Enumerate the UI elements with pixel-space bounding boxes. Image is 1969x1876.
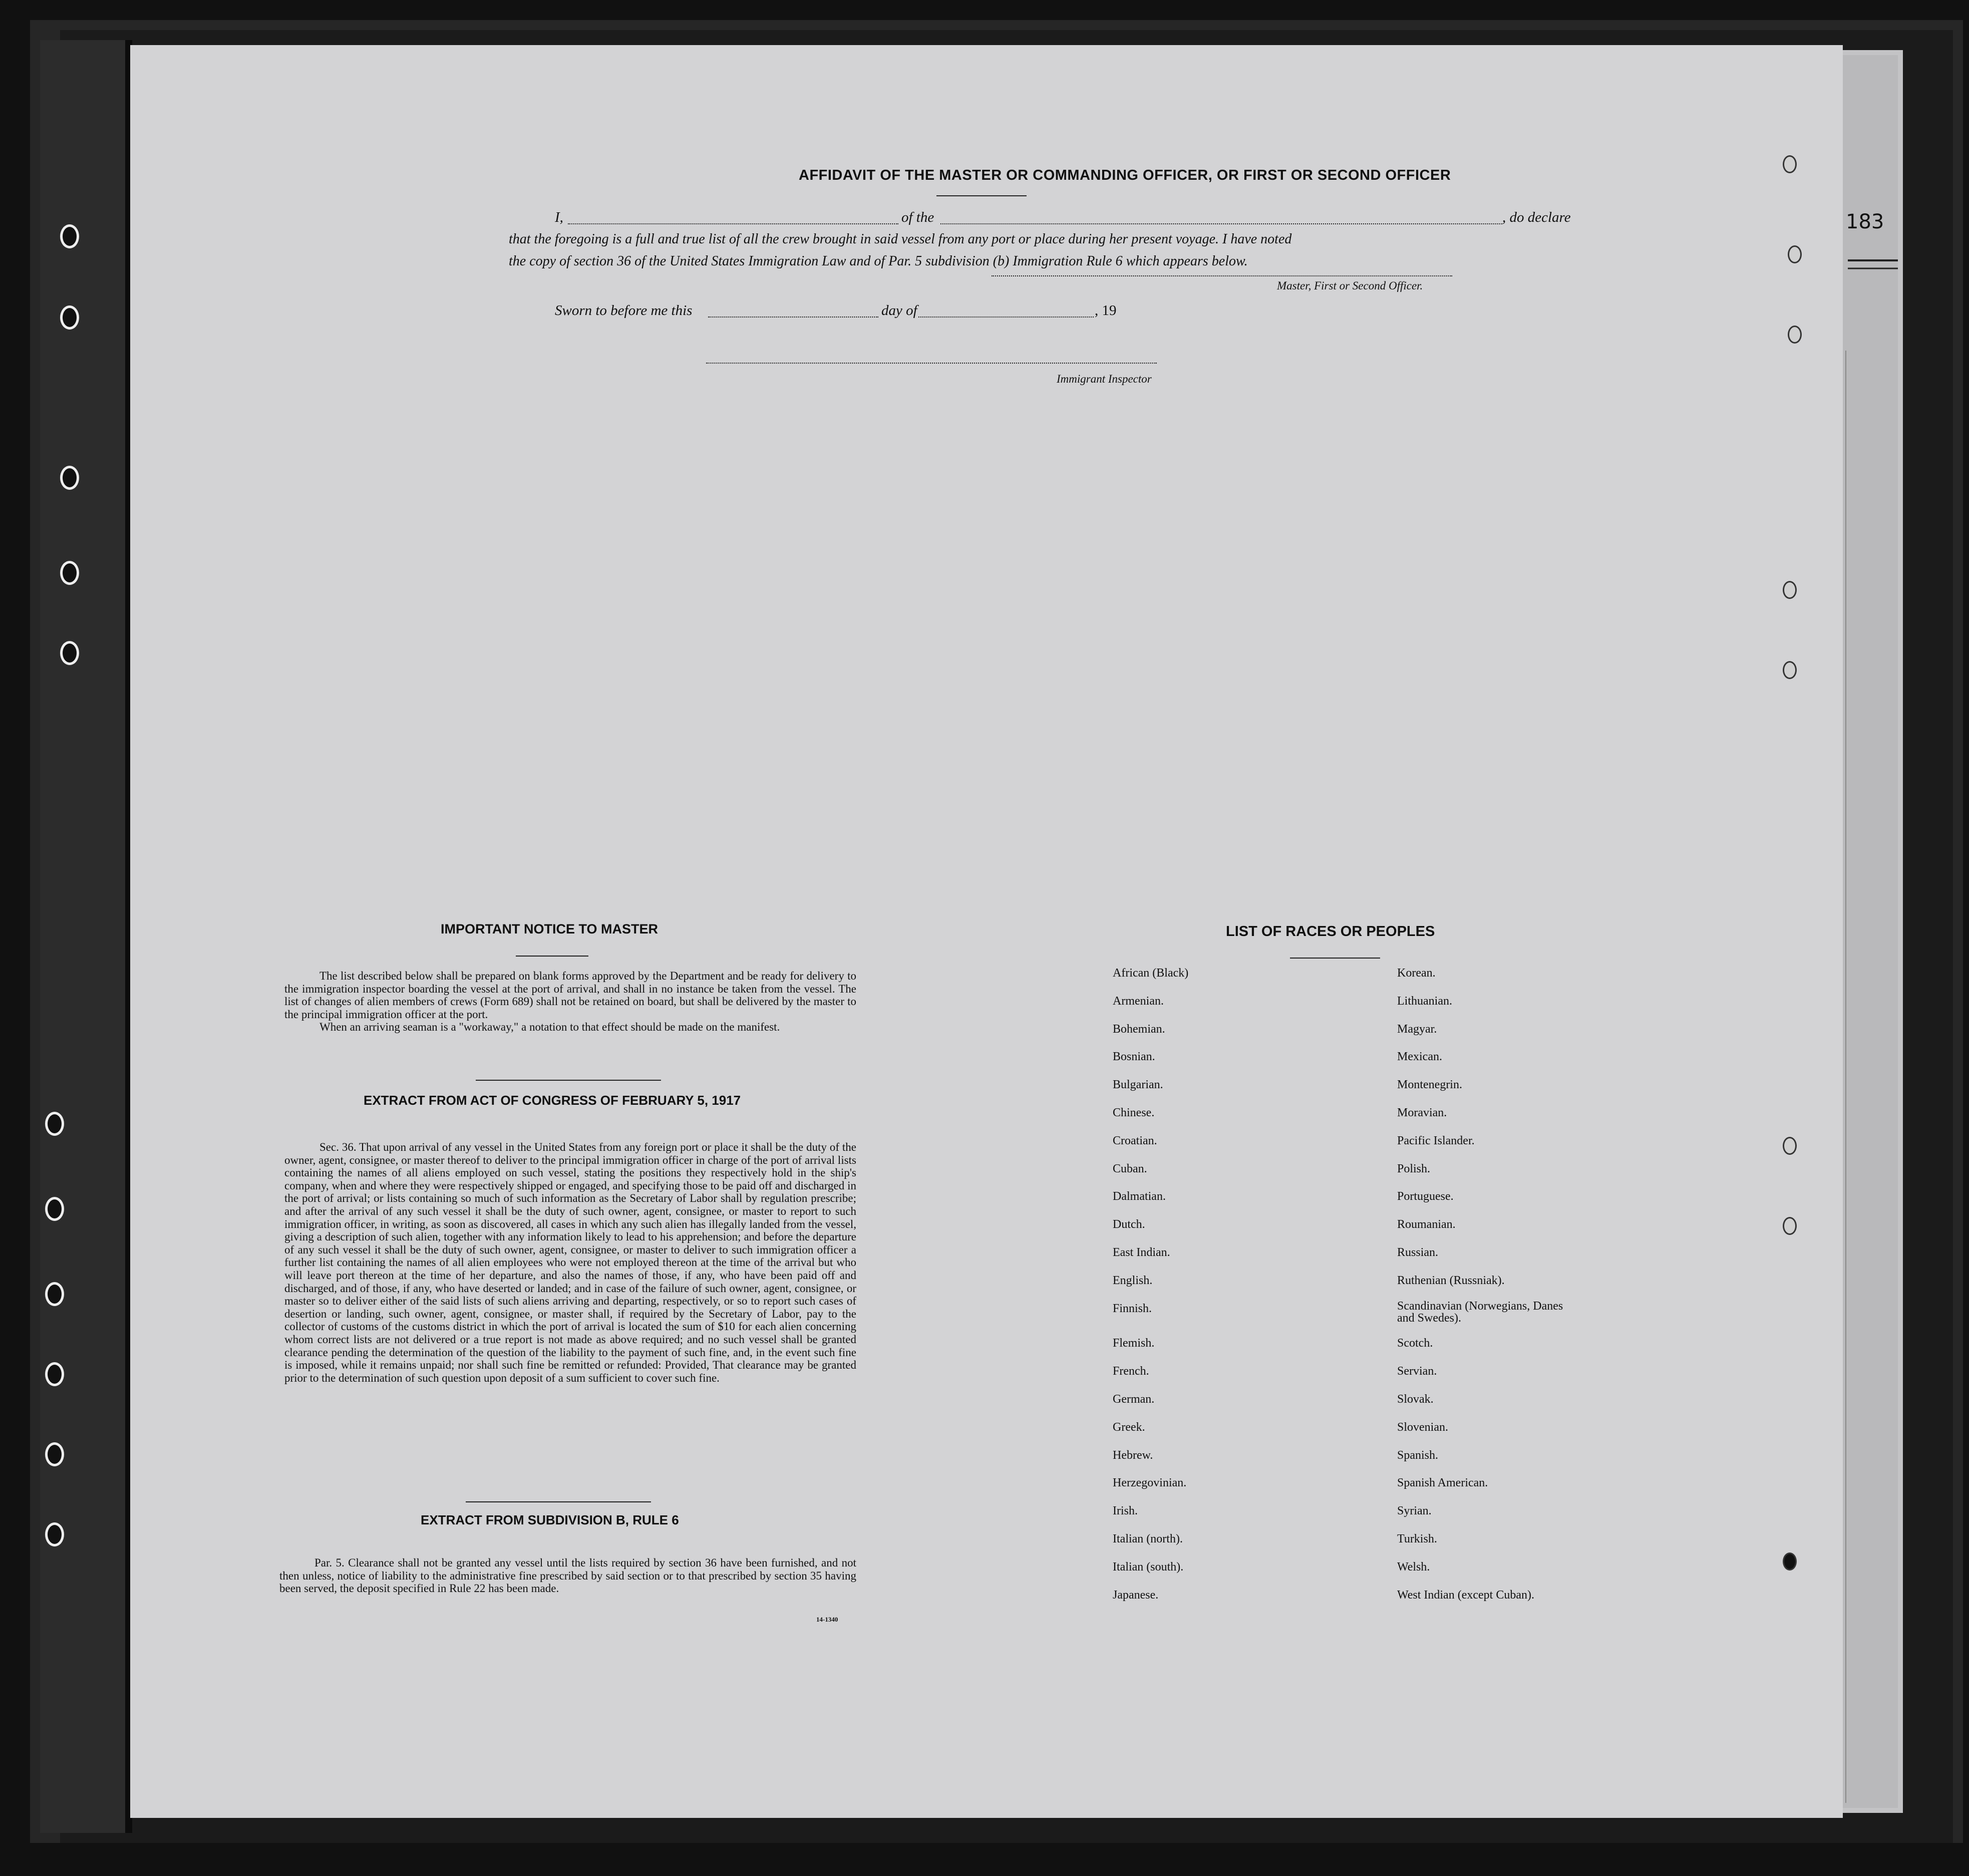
sworn-day-field[interactable]	[708, 317, 878, 318]
race-item: Chinese.	[1113, 1106, 1155, 1119]
punch-hole-icon	[1783, 661, 1797, 679]
manifest-page	[130, 45, 1843, 1818]
punch-hole-icon	[1783, 1217, 1797, 1235]
punch-hole-icon	[1783, 581, 1797, 599]
punch-hole-icon	[1788, 326, 1802, 344]
race-item: Spanish American.	[1397, 1476, 1488, 1490]
inspector-caption: Immigrant Inspector	[1057, 373, 1152, 385]
act-body: Sec. 36. That upon arrival of any vessel in the United States from any foreign port or place it shall be the duty of the owner, agent, consignee, or master thereof to deliver to the principal immigration officer in charge of the port of arrival lists containing the names of all aliens employed on such vessel, stating the positions they respectively hold in the ship's company, when and where they were respectively shipped or engaged, and specifying those to be paid off and discharged in the port of arrival; or lists containing so much of such information as the Secretary of Labor shall by regulation prescribe; and after the arrival of any such vessel it shall be the duty of such owner, agent, consignee, or master to report to such immigration officer, in writing, as soon as discovered, all cases in which any such alien has illegally landed from the vessel, giving a description of such alien, together with any information likely to lead to his apprehension; and before the departure of any such vessel it shall be the duty of such owner, agent, consignee, or master to deliver to such immigration officer a further list containing the names of all alien employees who were not employed thereon at the time of the arrival but who will leave port thereon at the time of her departure, and also the names of those, if any, who have been paid off and discharged, and of those, if any, who have deserted or landed; and in case of the failure of such owner, agent, consignee, or master so to deliver either of the said lists of such aliens arriving and departing, respectively, or so to report such cases of desertion or landing, such owner, agent, consignee, or master shall, if required by the Secretary of Labor, pay to the collector of customs of the customs district in which the port of arrival is located the sum of $10 for each alien concerning whom correct lists are not delivered or a true report is not made as above required; and no such vessel shall be granted clearance pending the determination of the question of the liability to the payment of such fine, and, in the event such fine is imposed, while it remains unpaid; nor shall such fine be remitted or refunded: Provided, That clearance may be granted prior to the determination of such question upon deposit of a sum sufficient to cover such fine.	[284, 1141, 856, 1384]
vessel-name-field[interactable]	[940, 223, 1502, 224]
binder-hole-icon	[45, 1112, 64, 1136]
race-item: Italian (south).	[1113, 1560, 1184, 1574]
race-item: East Indian.	[1113, 1246, 1170, 1259]
race-item: English.	[1113, 1274, 1153, 1287]
binder-hole-icon	[45, 1362, 64, 1386]
sworn-month-field[interactable]	[918, 317, 1094, 318]
rule-body: Par. 5. Clearance shall not be granted any vessel until the lists required by section 36 have been furnished, and not then unless, notice of liability to the administrative fine prescribed by said section or to that prescribed by section 35 having been served, the deposit specified in Rule 22 has been made.	[279, 1556, 856, 1595]
day-of-label: day of	[881, 302, 917, 319]
notice-rule	[516, 956, 588, 957]
race-item: Flemish.	[1113, 1337, 1155, 1350]
race-item: Ruthenian (Russniak).	[1397, 1274, 1505, 1287]
rule-title: EXTRACT FROM SUBDIVISION B, RULE 6	[421, 1512, 679, 1527]
race-item: Servian.	[1397, 1365, 1437, 1378]
affidavit-line-2: that the foregoing is a full and true list of all the crew brought in said vessel from any port or place during her present voyage. I have noted	[509, 231, 1292, 247]
race-item: Syrian.	[1397, 1504, 1432, 1518]
affidavit-title: AFFIDAVIT OF THE MASTER OR COMMANDING OFFICER, OR FIRST OR SECOND OFFICER	[799, 167, 1451, 183]
notice-body	[284, 970, 856, 1034]
master-name-field[interactable]	[568, 223, 898, 224]
race-item: West Indian (except Cuban).	[1397, 1588, 1534, 1602]
year-label: , 19	[1095, 302, 1117, 319]
race-item: French.	[1113, 1365, 1149, 1378]
race-item: Lithuanian.	[1397, 994, 1452, 1008]
races-title: LIST OF RACES OR PEOPLES	[1226, 923, 1435, 940]
officer-signature-field[interactable]	[992, 275, 1452, 276]
race-item: African (Black)	[1113, 967, 1189, 980]
binder-hole-icon	[60, 641, 79, 665]
binder-hole-icon	[45, 1442, 64, 1466]
affidavit-line-of: of the	[901, 209, 934, 225]
divider-rule-2	[466, 1501, 651, 1502]
race-item: Armenian.	[1113, 994, 1164, 1008]
race-item: Russian.	[1397, 1246, 1439, 1259]
page-number: 183	[1846, 210, 1884, 233]
binder-hole-icon	[60, 466, 79, 490]
race-item: Bulgarian.	[1113, 1078, 1163, 1092]
binder-hole-icon	[60, 561, 79, 585]
notice-paragraph-1: The list described below shall be prepared on blank forms approved by the Department and be ready for delivery to the immigration inspector boarding the vessel at the port of arrival, and shall in no instance be taken from the vessel. The list of changes of alien members of crews (Form 689) shall not be retained on board, but shall be delivered by the master to the principal immigration officer at the port.	[284, 970, 856, 1021]
race-item: Slovenian.	[1397, 1420, 1448, 1434]
binder-hole-icon	[60, 305, 79, 330]
race-item: Pacific Islander.	[1397, 1134, 1475, 1147]
race-item: Slovak.	[1397, 1393, 1434, 1406]
affidavit-line-3: the copy of section 36 of the United States Immigration Law and of Par. 5 subdivision (b) Immigration Rule 6 which appears below.	[509, 253, 1248, 269]
race-item: Hebrew.	[1113, 1448, 1153, 1462]
race-item: Moravian.	[1397, 1106, 1447, 1119]
sworn-label: Sworn to before me this	[555, 302, 693, 319]
punch-hole-icon	[1783, 155, 1797, 173]
punch-hole-icon	[1783, 1137, 1797, 1155]
race-item: Mexican.	[1397, 1050, 1442, 1064]
race-item: Bohemian.	[1113, 1022, 1165, 1036]
race-item: Dalmatian.	[1113, 1190, 1166, 1203]
race-item: Roumanian.	[1397, 1218, 1456, 1231]
race-item: Irish.	[1113, 1504, 1138, 1518]
binder-hole-icon	[45, 1197, 64, 1221]
race-item: German.	[1113, 1393, 1155, 1406]
signer-caption: Master, First or Second Officer.	[1277, 279, 1423, 292]
race-item: Portuguese.	[1397, 1190, 1454, 1203]
race-item: Montenegrin.	[1397, 1078, 1462, 1092]
race-item: Greek.	[1113, 1420, 1145, 1434]
punch-hole-icon	[1788, 245, 1802, 263]
race-item: Cuban.	[1113, 1162, 1147, 1175]
races-rule	[1290, 958, 1380, 959]
race-item: Dutch.	[1113, 1218, 1145, 1231]
race-item: Polish.	[1397, 1162, 1431, 1175]
affidavit-line-i: I,	[555, 209, 563, 225]
race-item: Herzegovinian.	[1113, 1476, 1187, 1490]
race-item: Italian (north).	[1113, 1532, 1183, 1545]
race-item: Bosnian.	[1113, 1050, 1155, 1064]
act-title: EXTRACT FROM ACT OF CONGRESS OF FEBRUARY 5, 1917	[364, 1093, 741, 1108]
race-item: Finnish.	[1113, 1302, 1152, 1315]
race-item: Turkish.	[1397, 1532, 1437, 1545]
binder-hole-icon	[45, 1522, 64, 1546]
form-number: 14-1340	[816, 1616, 838, 1623]
race-item: Spanish.	[1397, 1448, 1439, 1462]
title-rule	[936, 195, 1027, 196]
race-item: Magyar.	[1397, 1022, 1437, 1036]
race-item: Scandinavian (Norwegians, Danes and Swedes).	[1397, 1299, 1563, 1325]
binder-hole-icon	[60, 224, 79, 248]
race-item: Korean.	[1397, 967, 1436, 980]
affidavit-line-declare: , do declare	[1502, 209, 1571, 225]
notice-title: IMPORTANT NOTICE TO MASTER	[441, 921, 658, 936]
race-item: Scotch.	[1397, 1337, 1433, 1350]
race-item: Croatian.	[1113, 1134, 1157, 1147]
divider-rule	[476, 1080, 661, 1081]
race-item: Welsh.	[1397, 1560, 1430, 1574]
race-item: Japanese.	[1113, 1588, 1159, 1602]
inspector-signature-field[interactable]	[706, 363, 1157, 364]
notice-paragraph-2: When an arriving seaman is a "workaway," a notation to that effect should be made on the manifest.	[319, 1021, 780, 1034]
binder-hole-icon	[45, 1282, 64, 1306]
punch-hole-icon	[1783, 1552, 1797, 1571]
